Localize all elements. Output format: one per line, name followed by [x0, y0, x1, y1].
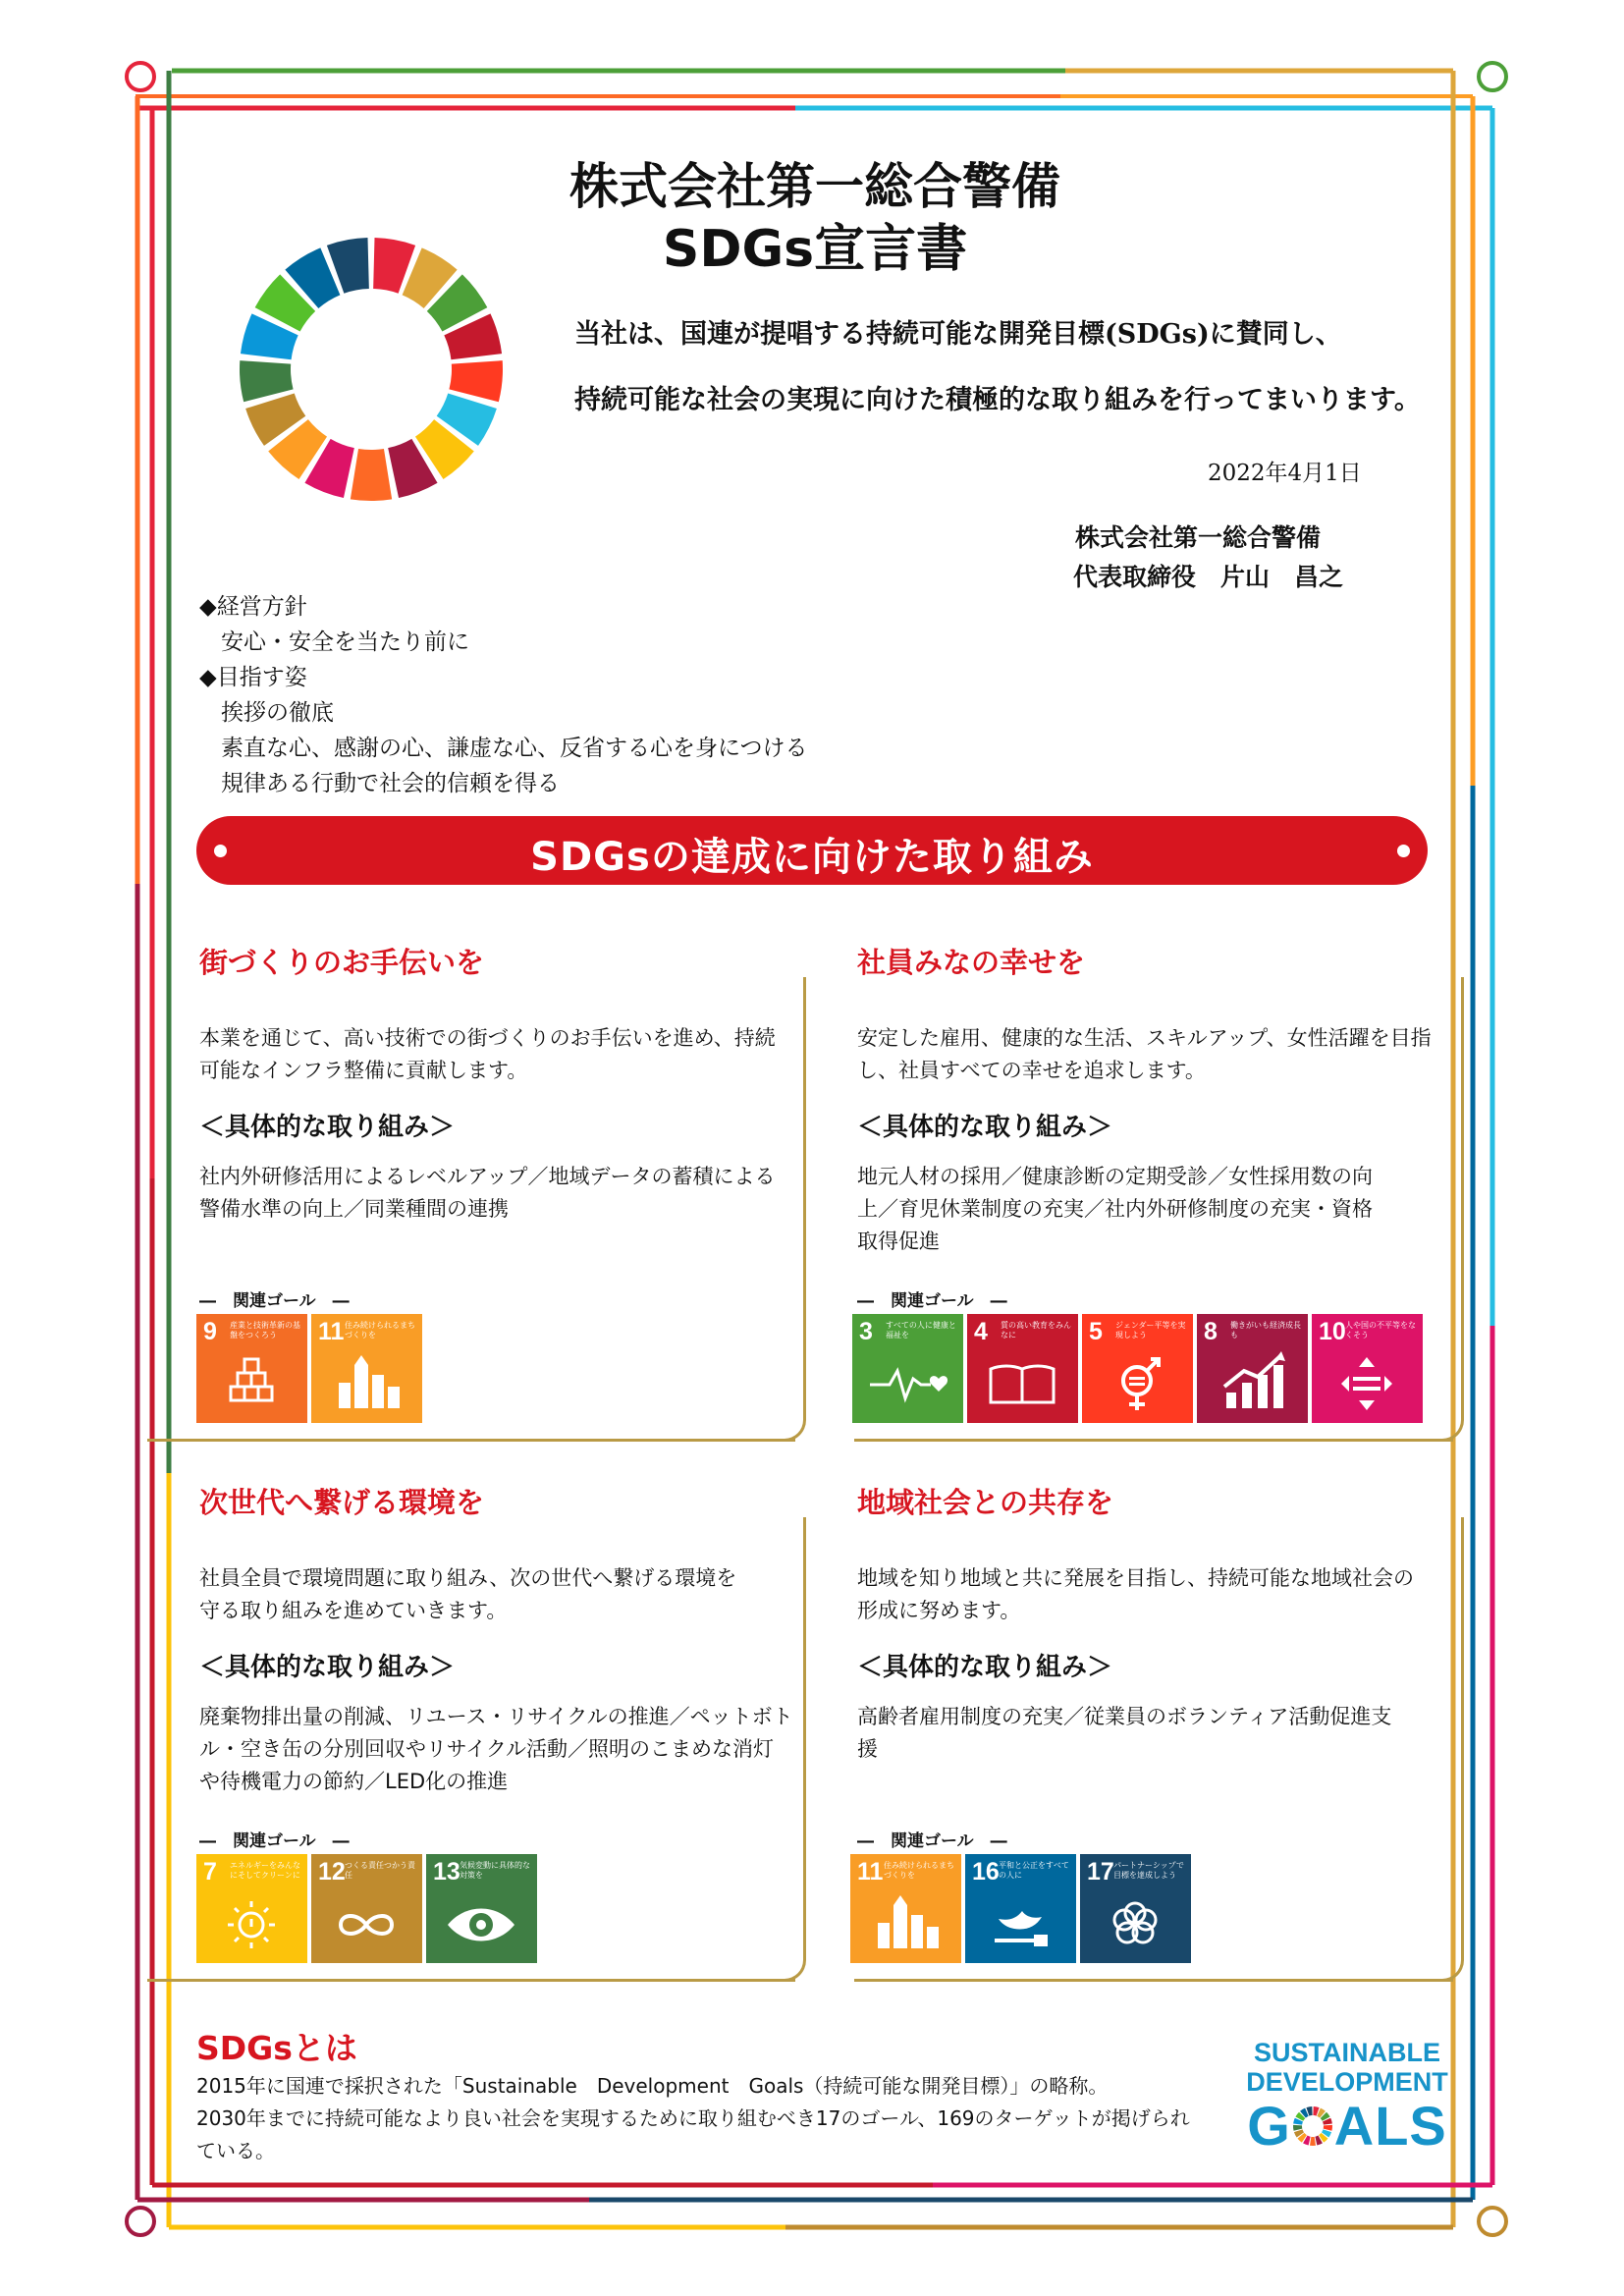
- management-policy: [199, 589, 808, 801]
- aim-heading: ◆目指す姿: [199, 665, 307, 690]
- declaration-line-2: 持続可能な社会の実現に向けた積極的な取り組みを行ってまいります。: [574, 385, 1421, 415]
- goal-caption: 人や国の不平等をなくそう: [1345, 1321, 1416, 1339]
- goal-number: 3: [859, 1318, 873, 1345]
- section-community-coexistence: [857, 1481, 1414, 1766]
- goal-caption: エネルギーをみんなにそしてクリーンに: [230, 1861, 300, 1880]
- section-body: [199, 1562, 793, 1627]
- goal-number: 17: [1087, 1858, 1114, 1886]
- sustainable-development-goals-logo: [1239, 2038, 1455, 2156]
- section-title: 地域社会との共存を: [857, 1486, 1114, 1519]
- sdg-goal-17-tile: [1080, 1854, 1191, 1963]
- goal-number: 7: [203, 1858, 217, 1886]
- action-line: 援: [857, 1737, 878, 1761]
- goal-number: 9: [203, 1318, 217, 1345]
- section-title: 街づくりのお手伝いを: [199, 946, 485, 979]
- sdg-goal-3-tile: [852, 1314, 963, 1423]
- goal-label: ― 関連ゴール ―: [199, 1831, 350, 1851]
- growth-chart-icon: [1197, 1314, 1308, 1423]
- mini-wheel-icon: [1291, 2105, 1334, 2148]
- goal-number: 8: [1204, 1318, 1218, 1345]
- action-line: 廃棄物排出量の削減、リユース・リサイクルの推進／ペットボト: [199, 1705, 793, 1728]
- action-line: 高齢者雇用制度の充実／従業員のボランティア活動促進支: [857, 1705, 1392, 1728]
- goal-tiles: [196, 1314, 422, 1423]
- aim-item: 規律ある行動で社会的信頼を得る: [221, 771, 560, 796]
- logo-line: DEVELOPMENT: [1246, 2067, 1448, 2097]
- sdg-goal-16-tile: [965, 1854, 1076, 1963]
- action-line: 地元人材の採用／健康診断の定期受診／女性採用数の向: [857, 1165, 1373, 1188]
- action-line: 警備水準の向上／同業種間の連携: [199, 1197, 509, 1221]
- section-actions: [857, 1161, 1432, 1258]
- infinity-icon: [311, 1854, 422, 1963]
- wheel-segment: [1310, 2137, 1316, 2146]
- section-actions: [857, 1701, 1414, 1766]
- section-title: 社員みなの幸せを: [857, 946, 1086, 979]
- goal-number: 4: [974, 1318, 988, 1345]
- body-line: 本業を通じて、高い技術での街づくりのお手伝いを進め、持続: [199, 1026, 776, 1050]
- goal-caption: ジェンダー平等を実現しよう: [1115, 1321, 1186, 1339]
- card-border: [854, 1979, 1453, 1982]
- goal-number: 16: [972, 1858, 1000, 1886]
- dove-icon: [965, 1854, 1076, 1963]
- policy-heading: ◆経営方針: [199, 594, 307, 620]
- logo-letter: ALS: [1333, 2095, 1447, 2157]
- action-line: 上／育児休業制度の充実／社内外研修制度の充実・資格: [857, 1197, 1373, 1221]
- goal-caption: つくる責任つかう責任: [345, 1861, 415, 1880]
- section-subhead: ＜具体的な取り組み＞: [857, 1113, 1113, 1142]
- goal-caption: 住み続けられるまちづくりを: [345, 1321, 415, 1339]
- section-actions: [199, 1161, 776, 1226]
- sdg-goal-5-tile: [1082, 1314, 1193, 1423]
- action-line: ル・空き缶の分別回収やリサイクル活動／照明のこまめな消灯: [199, 1737, 775, 1761]
- action-line: 取得促進: [857, 1230, 940, 1253]
- about-sdgs-heading: SDGsとは: [196, 2029, 357, 2067]
- about-line: 2030年までに持続可能なより良い社会を実現するために取り組むべき17のゴール、169のターゲットが掲げられ: [196, 2106, 1190, 2130]
- aim-item: 挨拶の徹底: [221, 700, 334, 726]
- card-border: [147, 1979, 795, 1982]
- eye-globe-icon: [426, 1854, 537, 1963]
- goal-caption: すべての人に健康と福祉を: [886, 1321, 956, 1339]
- body-line: 地域を知り地域と共に発展を目指し、持続可能な地域社会の: [857, 1566, 1414, 1590]
- cubes-icon: [196, 1314, 307, 1423]
- goal-caption: 産業と技術革新の基盤をつくろう: [230, 1321, 300, 1339]
- banner-label: SDGsの達成に向けた取り組み: [530, 835, 1094, 880]
- section-body: [199, 1022, 776, 1087]
- goal-number: 10: [1319, 1318, 1346, 1345]
- sdgs-initiatives-banner: [196, 816, 1428, 885]
- card-border: [784, 977, 806, 1442]
- equality-icon: [1312, 1314, 1423, 1423]
- goal-tiles: [196, 1854, 537, 1963]
- logo-letter: G: [1247, 2095, 1291, 2157]
- gender-icon: [1082, 1314, 1193, 1423]
- policy-item: 安心・安全を当たり前に: [221, 629, 469, 655]
- section-body: [857, 1022, 1432, 1087]
- goal-label: ― 関連ゴール ―: [857, 1291, 1007, 1311]
- representative-name: 代表取締役 片山 昌之: [1073, 563, 1344, 591]
- goal-caption: 質の高い教育をみんなに: [1001, 1321, 1071, 1339]
- city-icon: [311, 1314, 422, 1423]
- card-border: [1441, 977, 1464, 1442]
- section-actions: [199, 1701, 793, 1798]
- wheel-segment: [240, 360, 294, 402]
- goal-label: ― 関連ゴール ―: [857, 1831, 1007, 1851]
- book-icon: [967, 1314, 1078, 1423]
- aim-item: 素直な心、感謝の心、謙虚な心、反省する心を身につける: [221, 736, 808, 761]
- body-line: 社員全員で環境問題に取り組み、次の世代へ繋げる環境を: [199, 1566, 737, 1590]
- body-line: 可能なインフラ整備に貢献します。: [199, 1059, 528, 1082]
- section-subhead: ＜具体的な取り組み＞: [199, 1653, 456, 1682]
- banner-dot: [1397, 845, 1410, 857]
- sdg-goal-11-tile: [850, 1854, 961, 1963]
- sun-power-icon: [196, 1854, 307, 1963]
- goal-tiles: [850, 1854, 1191, 1963]
- sdg-goal-10-tile: [1312, 1314, 1423, 1423]
- declaration-date: 2022年4月1日: [1208, 461, 1362, 486]
- sdg-goal-7-tile: [196, 1854, 307, 1963]
- goal-label: ― 関連ゴール ―: [199, 1291, 350, 1311]
- goal-caption: パートナーシップで目標を達成しよう: [1113, 1861, 1184, 1880]
- city-icon: [850, 1854, 961, 1963]
- heartbeat-icon: [852, 1314, 963, 1423]
- goal-caption: 平和と公正をすべての人に: [999, 1861, 1069, 1880]
- section-employee-happiness: [857, 941, 1432, 1258]
- body-line: 形成に努めます。: [857, 1599, 1021, 1622]
- sdg-goal-4-tile: [967, 1314, 1078, 1423]
- goal-caption: 住み続けられるまちづくりを: [884, 1861, 954, 1880]
- wheel-segment: [351, 449, 392, 501]
- logo-goals: [1239, 2097, 1455, 2156]
- sdg-goal-12-tile: [311, 1854, 422, 1963]
- goal-number: 11: [857, 1858, 884, 1886]
- section-title: 次世代へ繋げる環境を: [199, 1486, 485, 1519]
- page-subtitle: SDGs宣言書: [662, 220, 968, 279]
- goal-number: 13: [433, 1858, 460, 1886]
- sdg-goal-9-tile: [196, 1314, 307, 1423]
- body-line: 安定した雇用、健康的な生活、スキルアップ、女性活躍を目指: [857, 1026, 1432, 1050]
- section-subhead: ＜具体的な取り組み＞: [857, 1653, 1113, 1682]
- body-line: 守る取り組みを進めていきます。: [199, 1599, 508, 1622]
- goal-number: 11: [318, 1318, 345, 1345]
- wheel-segment: [449, 360, 503, 402]
- flower-rings-icon: [1080, 1854, 1191, 1963]
- card-border: [1441, 1517, 1464, 1982]
- goal-number: 5: [1089, 1318, 1103, 1345]
- section-town-building: [199, 941, 776, 1226]
- sdg-goal-8-tile: [1197, 1314, 1308, 1423]
- card-border: [854, 1439, 1453, 1442]
- goal-number: 12: [318, 1858, 346, 1886]
- company-name: 株式会社第一総合警備: [1075, 523, 1322, 552]
- about-sdgs-text: [196, 2070, 1227, 2167]
- section-subhead: ＜具体的な取り組み＞: [199, 1113, 456, 1142]
- logo-line: SUSTAINABLE: [1253, 2038, 1440, 2067]
- goal-caption: 働きがいも経済成長も: [1230, 1321, 1301, 1339]
- section-next-generation-environment: [199, 1481, 793, 1798]
- sdg-goal-13-tile: [426, 1854, 537, 1963]
- card-border: [147, 1439, 795, 1442]
- action-line: 社内外研修活用によるレベルアップ／地域データの蓄積による: [199, 1165, 776, 1188]
- body-line: し、社員すべての幸せを追求します。: [857, 1059, 1206, 1082]
- action-line: や待機電力の節約／LED化の推進: [199, 1770, 509, 1793]
- page-title: 株式会社第一総合警備: [569, 158, 1060, 215]
- goal-tiles: [852, 1314, 1423, 1423]
- sdg-goal-11-tile: [311, 1314, 422, 1423]
- section-body: [857, 1562, 1414, 1627]
- about-line: 2015年に国連で採択された「Sustainable Development Goals（持続可能な開発目標）」の略称。: [196, 2074, 1109, 2098]
- about-line: ている。: [196, 2139, 275, 2162]
- declaration-line-1: 当社は、国連が提唱する持続可能な開発目標(SDGs)に賛同し、: [574, 319, 1342, 350]
- goal-caption: 気候変動に具体的な対策を: [460, 1861, 530, 1880]
